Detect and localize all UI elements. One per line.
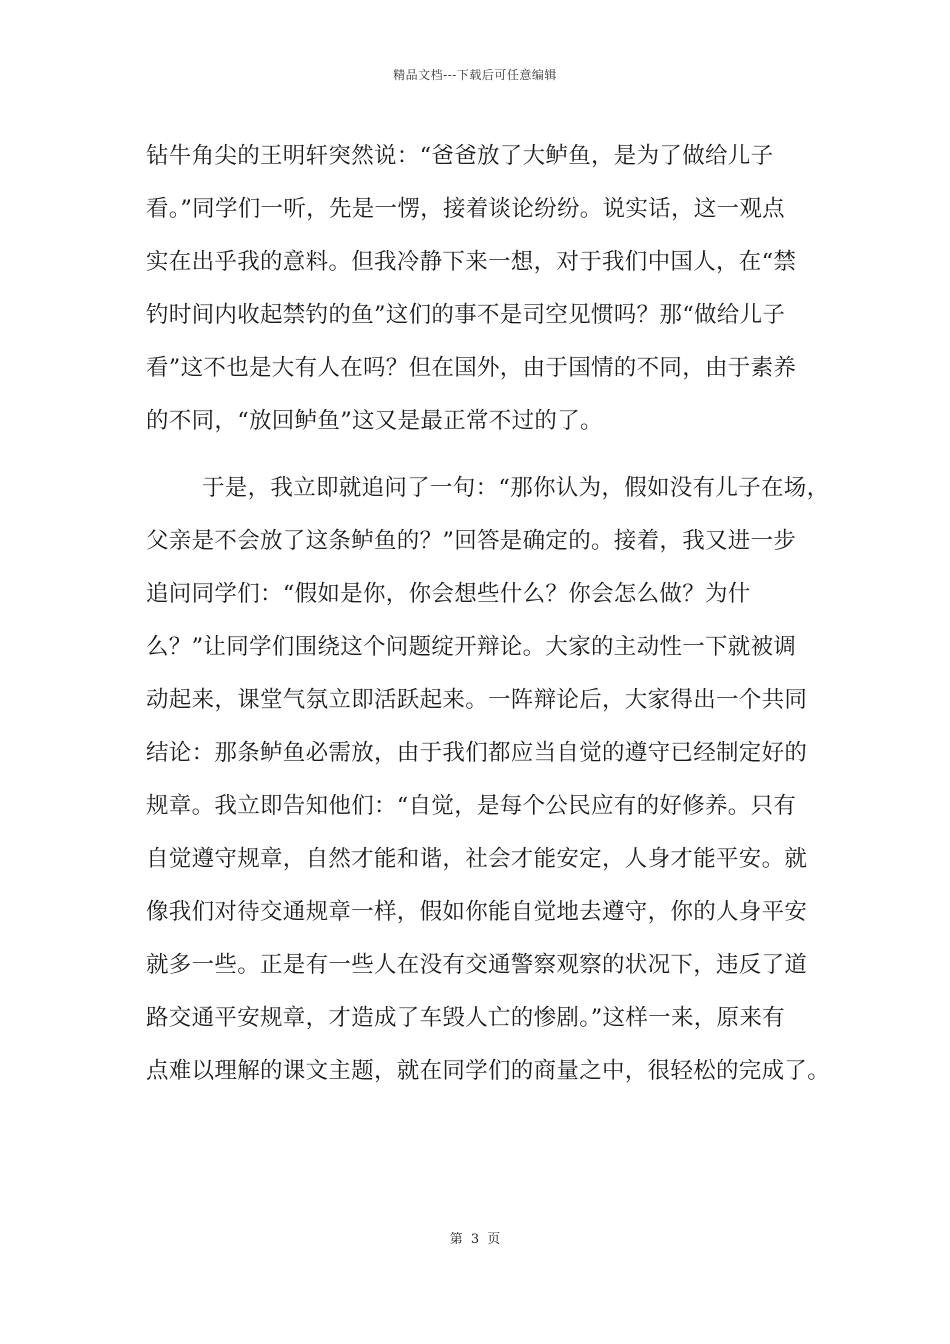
text-line: 动起来，课堂气氛立即活跃起来。一阵辩论后，大家得出一个共同 — [146, 687, 808, 713]
text-line: 钓时间内收起禁钓的鱼”这们的事不是司空见惯吗？那“做给儿子 — [146, 302, 786, 328]
text-line: 自觉遵守规章，自然才能和谐，社会才能安定，人身才能平安。就 — [146, 846, 808, 872]
text-line: 的不同，“放回鲈鱼”这又是最正常不过的了。 — [146, 408, 603, 434]
text-line: 追问同学们：“假如是你，你会想些什么？你会怎么做？为什 — [146, 581, 751, 607]
text-line: 于是，我立即就追问了一句：“那你认为，假如没有儿子在场， — [202, 475, 830, 501]
text-line: 实在出乎我的意料。但我冷静下来一想，对于我们中国人，在“禁 — [146, 249, 797, 275]
text-line: 看。”同学们一听，先是一愣，接着谈论纷纷。说实话，这一观点 — [146, 196, 785, 222]
text-line: 结论：那条鲈鱼必需放，由于我们都应当自觉的遵守已经制定好的 — [146, 740, 808, 766]
paragraph — [146, 462, 836, 1098]
page-header: 精品文档---下载后可任意编辑 — [393, 68, 557, 82]
paragraph — [146, 130, 836, 448]
page-number: 第 3 页 — [449, 1232, 501, 1247]
text-line: 就多一些。正是有一些人在没有交通警察观察的状况下，违反了道 — [146, 952, 808, 978]
text-line: 看”这不也是大有人在吗？但在国外，由于国情的不同，由于素养 — [146, 355, 797, 381]
text-line: 像我们对待交通规章一样，假如你能自觉地去遵守，你的人身平安 — [146, 899, 808, 925]
text-line: 父亲是不会放了这条鲈鱼的？”回答是确定的。接着，我又进一步 — [146, 528, 797, 554]
paragraph-gap — [146, 448, 836, 462]
text-line: 钻牛角尖的王明轩突然说：“爸爸放了大鲈鱼，是为了做给儿子 — [146, 143, 774, 169]
text-line: 规章。我立即告知他们：“自觉，是每个公民应有的好修养。只有 — [146, 793, 797, 819]
text-line: 路交通平安规章，才造成了车毁人亡的惨剧。”这样一来，原来有 — [146, 1005, 785, 1031]
document-body — [146, 130, 836, 1098]
text-line: 么？”让同学们围绕这个问题绽开辩论。大家的主动性一下就被调 — [146, 634, 797, 660]
text-line: 点难以理解的课文主题，就在同学们的商量之中，很轻松的完成了。 — [146, 1058, 831, 1084]
